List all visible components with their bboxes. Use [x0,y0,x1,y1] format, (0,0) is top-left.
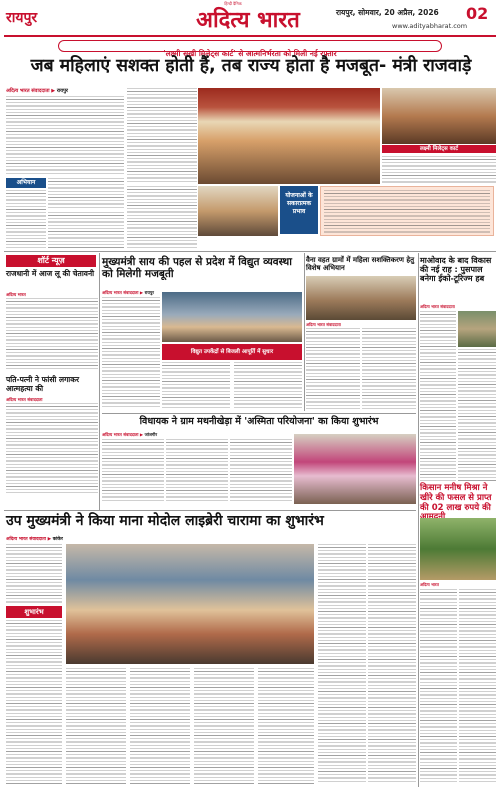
health-byline: अदित्य भारत संवाददाता [306,322,341,327]
bottom-byline: अदित्य भारत संवाददाता ▶ कांकेर [6,537,63,542]
health-photo [306,276,416,320]
lead-body-col1c [6,190,46,248]
mao-body-col2 [458,349,496,481]
bottom-body-col2 [66,668,126,784]
bottom-headline: उप मुख्यमंत्री ने किया माना मोदोल लाइब्रेरी चारामा का शुभारंभ [6,513,324,529]
bottom-side-label: शुभारंभ [6,606,62,618]
power-quote [162,344,302,360]
bottom-body-col1b [6,620,62,784]
bottom-place: कांकेर [52,537,63,542]
health-body-col2 [362,328,416,410]
bottom-body-col4 [194,668,254,784]
asmita-byline-text: अदित्य भारत संवाददाता [102,432,139,437]
lead-body-col1d [48,212,124,248]
asmita-headline: विधायक ने ग्राम मथनीखेड़ा में 'अस्मिता परियोजना' का किया शुभारंभ [139,416,379,427]
kisan-body-col1 [420,589,457,784]
lead-photo-label: लक्ष्मी मिलेट्स कार्ट [382,145,496,153]
power-headline: मुख्यमंत्री साय की पहल से प्रदेश में विद्युत व्यवस्था को मिलेगी मजबूती [102,256,292,281]
power-place: रायपुर [144,290,154,295]
mao-byline: अदित्य भारत संवाददाता [420,304,455,309]
kisan-headline: किसान मनीष मिश्रा ने खीरे की फसल से प्राप्त की 02 लाख रुपये की [420,483,492,513]
kisan-byline: अदित्य भारत [420,582,439,587]
logo-text: अदित्य भारत [196,7,300,33]
lead-body-col2 [127,88,197,184]
asmita-photo [294,434,416,504]
lead-kicker: 'लक्ष्मी सखी मिलेट्स कार्ट' से आत्मनिर्भरता को मिली नई रफ्तार [163,49,337,58]
bottom-byline-text: अदित्य भारत संवाददाता [6,537,46,542]
short-news-1-body [6,298,98,370]
lead-photo-main [198,88,380,184]
short-news-2-byline: अदित्य भारत संवाददाता [6,397,43,402]
mao-photo [458,311,496,347]
lead-body-col3 [382,156,496,184]
rule-2 [102,413,416,414]
bottom-body-col3 [130,668,190,784]
rule-1 [4,251,496,252]
lead-highlight-text [324,190,490,234]
vrule-3 [418,253,419,787]
yojana-label: योजनाओं के सकारात्मक प्रभाव [285,192,313,215]
lead-body-col1b [48,178,124,210]
lead-kicker-band [58,40,442,58]
masthead-logo [178,1,318,35]
masthead-date: रायपुर, सोमवार, 20 अप्रैल, 2026 [336,8,439,17]
masthead-rule [4,35,496,37]
power-photo [162,292,302,342]
lead-byline: अदित्य भारत संवाददाता ▶ रायपुर [6,88,68,94]
vrule-1 [99,253,100,510]
bottom-photo [66,544,314,664]
asmita-place: जांजगीर [144,432,158,437]
power-quote-text: विद्युत उपकेंद्रों से बिजली आपूर्ति में सुधार [190,349,274,355]
short-news-2-body [6,403,98,493]
kisan-photo [420,518,496,580]
short-news-1-head: राजधानी में आज लू की चेतावनी [6,269,95,278]
page-number: 02 [466,4,489,23]
bottom-body-col5 [258,668,314,784]
power-body-col1 [102,297,160,409]
power-body-col3 [234,362,302,410]
asmita-body-col1 [102,439,164,503]
asmita-body-col2 [166,439,228,503]
short-news-2-head: पति-पत्नी ने फांसी लगाकर आत्महत्या की [6,375,80,393]
lead-highlight-box [320,186,494,236]
bottom-body-col7 [368,544,416,784]
power-byline-text: अदित्य भारत संवाददाता [102,290,139,295]
masthead-city: रायपुर [6,10,38,26]
mao-headline: माओवाद के बाद विकास की नई राह : पुसपाल बनेगा ईको-टूरिज्म हब [420,256,492,284]
short-news-title: शॉर्ट न्यूज़ [6,255,96,267]
short-news-1-byline: अदित्य भारत [6,292,26,297]
health-headline: वैना वहत ग्रामों में महिला सशक्तिकरण हेतु विशेष अभियान [306,256,415,273]
lead-photo-right [382,88,496,144]
asmita-byline: अदित्य भारत संवाददाता ▶ जांजगीर [102,432,158,437]
abhiyan-box [6,178,46,188]
masthead [0,0,500,38]
lead-headline: जब महिलाएं सशक्त होती हैं, तब राज्य होता है मजबूत- मंत्री राजवाड़े [30,56,472,76]
bottom-body-col1 [6,544,62,604]
vrule-2 [304,253,305,411]
lead-byline-text: अदित्य भारत संवाददाता [6,88,50,94]
logo-tagline: हिन्दी दैनिक [224,1,242,6]
power-body-col2 [162,362,230,410]
lead-body-col1 [6,96,124,176]
masthead-url: www.adityabharat.com [392,22,468,30]
lead-place: रायपुर [56,88,68,94]
mao-body-col1 [420,311,456,481]
asmita-body-col3 [230,439,292,503]
rule-3 [4,510,416,511]
yojana-box [280,186,318,234]
abhiyan-label: अभियान [16,179,36,186]
health-body-col1 [306,328,360,410]
bottom-body-col6 [318,544,366,784]
power-byline: अदित्य भारत संवाददाता ▶ रायपुर [102,290,154,295]
lead-photo-bottom [198,186,278,236]
kisan-body-col2 [459,589,496,784]
lead-body-col2b [127,186,197,248]
